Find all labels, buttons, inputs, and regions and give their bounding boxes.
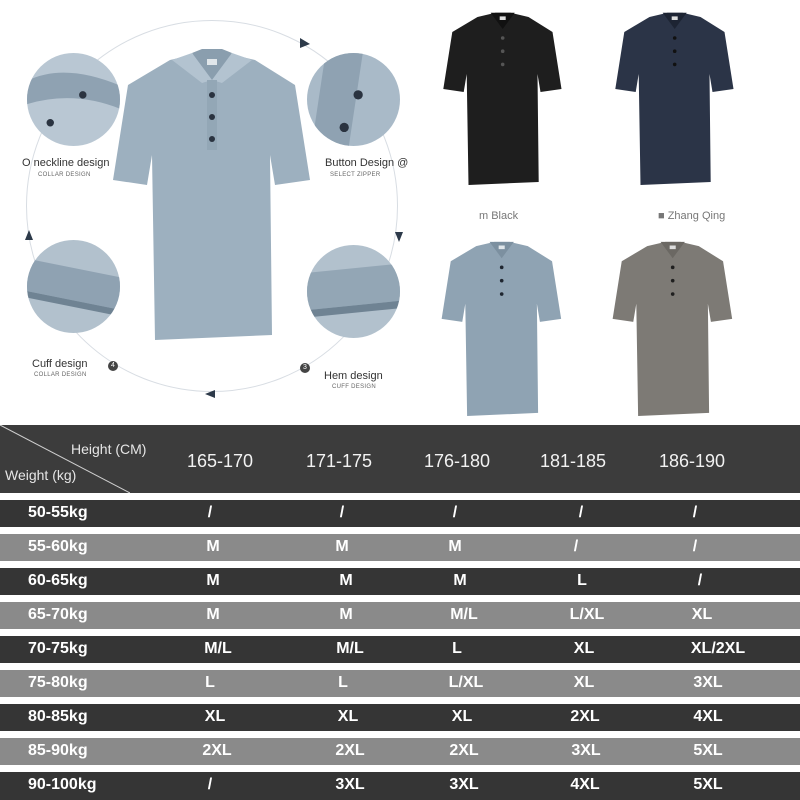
size-row: [0, 636, 800, 663]
weight-cell: 55-60kg: [28, 538, 88, 555]
weight-cell: 65-70kg: [28, 606, 88, 623]
neckline-sub: COLLAR DESIGN: [38, 172, 91, 178]
height-axis-label: Height (CM): [71, 441, 147, 457]
size-cell: XL: [337, 708, 359, 725]
size-cell: /: [573, 538, 579, 555]
size-cell: /: [207, 504, 213, 521]
neckline-label: O neckline design: [22, 157, 110, 169]
size-cell: 4XL: [693, 708, 723, 725]
height-col-2: 171-175: [305, 451, 373, 471]
hem-detail-image: [307, 245, 400, 338]
cuff-sub: COLLAR DESIGN: [34, 372, 87, 378]
size-cell: M/L: [450, 606, 478, 623]
hem-number-badge: 3: [300, 363, 310, 373]
size-cell: 2XL: [570, 708, 600, 725]
size-row: [0, 772, 800, 800]
size-cell: XL: [204, 708, 226, 725]
weight-cell: 75-80kg: [28, 674, 88, 691]
size-cell: M: [453, 572, 467, 589]
button-label: Button Design @: [325, 157, 409, 169]
weight-cell: 80-85kg: [28, 708, 88, 725]
black-color-caption: m Black: [479, 210, 519, 222]
size-cell: XL/2XL: [690, 640, 746, 657]
navy-color-caption: ■ Zhang Qing: [658, 210, 726, 222]
cuff-number-badge: 4: [108, 361, 118, 371]
size-cell: /: [339, 504, 345, 521]
light-blue-shirt-image: [437, 237, 567, 419]
size-cell: XL: [573, 674, 595, 691]
button-detail-image: [307, 53, 400, 146]
size-chart-header: [0, 425, 800, 493]
weight-cell: 90-100kg: [28, 776, 97, 793]
height-col-4: 181-185: [539, 451, 607, 471]
size-cell: L: [577, 572, 587, 589]
size-cell: M: [335, 538, 349, 555]
size-cell: M: [206, 572, 220, 589]
size-cell: 3XL: [693, 674, 723, 691]
size-cell: /: [692, 504, 698, 521]
size-cell: M: [448, 538, 462, 555]
cuff-detail-image: [27, 240, 120, 333]
weight-cell: 50-55kg: [28, 504, 88, 521]
size-cell: 5XL: [693, 742, 723, 759]
black-shirt-image: [438, 8, 568, 188]
height-col-5: 186-190: [658, 451, 726, 471]
size-cell: XL: [573, 640, 595, 657]
size-cell: 3XL: [449, 776, 479, 793]
gray-shirt-image: [608, 237, 738, 419]
neckline-detail-image: [27, 53, 120, 146]
size-cell: 4XL: [570, 776, 600, 793]
weight-axis-label: Weight (kg): [5, 467, 77, 483]
size-cell: /: [697, 572, 703, 589]
size-cell: 5XL: [693, 776, 723, 793]
size-cell: L: [205, 674, 215, 691]
size-cell: M/L: [336, 640, 364, 657]
size-cell: 2XL: [202, 742, 232, 759]
size-cell: L/XL: [448, 674, 484, 691]
size-cell: XL: [451, 708, 473, 725]
weight-cell: 60-65kg: [28, 572, 88, 589]
size-row: [0, 670, 800, 697]
size-cell: M: [339, 572, 353, 589]
hem-sub: CUFF DESIGN: [332, 384, 376, 390]
navy-shirt-image: [610, 8, 740, 188]
size-row: [0, 738, 800, 765]
size-row: [0, 704, 800, 731]
size-row: [0, 534, 800, 561]
size-cell: M: [206, 606, 220, 623]
size-cell: 2XL: [449, 742, 479, 759]
size-cell: L: [452, 640, 462, 657]
size-cell: M: [206, 538, 220, 555]
size-chart: [0, 425, 800, 800]
hem-label: Hem design: [324, 370, 383, 382]
weight-cell: 85-90kg: [28, 742, 88, 759]
size-cell: 3XL: [571, 742, 601, 759]
button-sub: SELECT ZIPPER: [330, 172, 381, 178]
size-cell: /: [452, 504, 458, 521]
main-shirt-image: [110, 45, 315, 345]
size-cell: XL: [691, 606, 713, 623]
cuff-label: Cuff design: [32, 358, 88, 370]
size-row: [0, 602, 800, 629]
size-cell: M/L: [204, 640, 232, 657]
size-cell: L/XL: [569, 606, 605, 623]
size-cell: /: [692, 538, 698, 555]
size-cell: M: [339, 606, 353, 623]
weight-cell: 70-75kg: [28, 640, 88, 657]
size-cell: L: [338, 674, 348, 691]
size-cell: /: [207, 776, 213, 793]
size-cell: 2XL: [335, 742, 365, 759]
height-col-3: 176-180: [423, 451, 491, 471]
size-row: [0, 500, 800, 527]
size-cell: /: [578, 504, 584, 521]
height-col-1: 165-170: [186, 451, 254, 471]
size-cell: 3XL: [335, 776, 365, 793]
size-row: [0, 568, 800, 595]
